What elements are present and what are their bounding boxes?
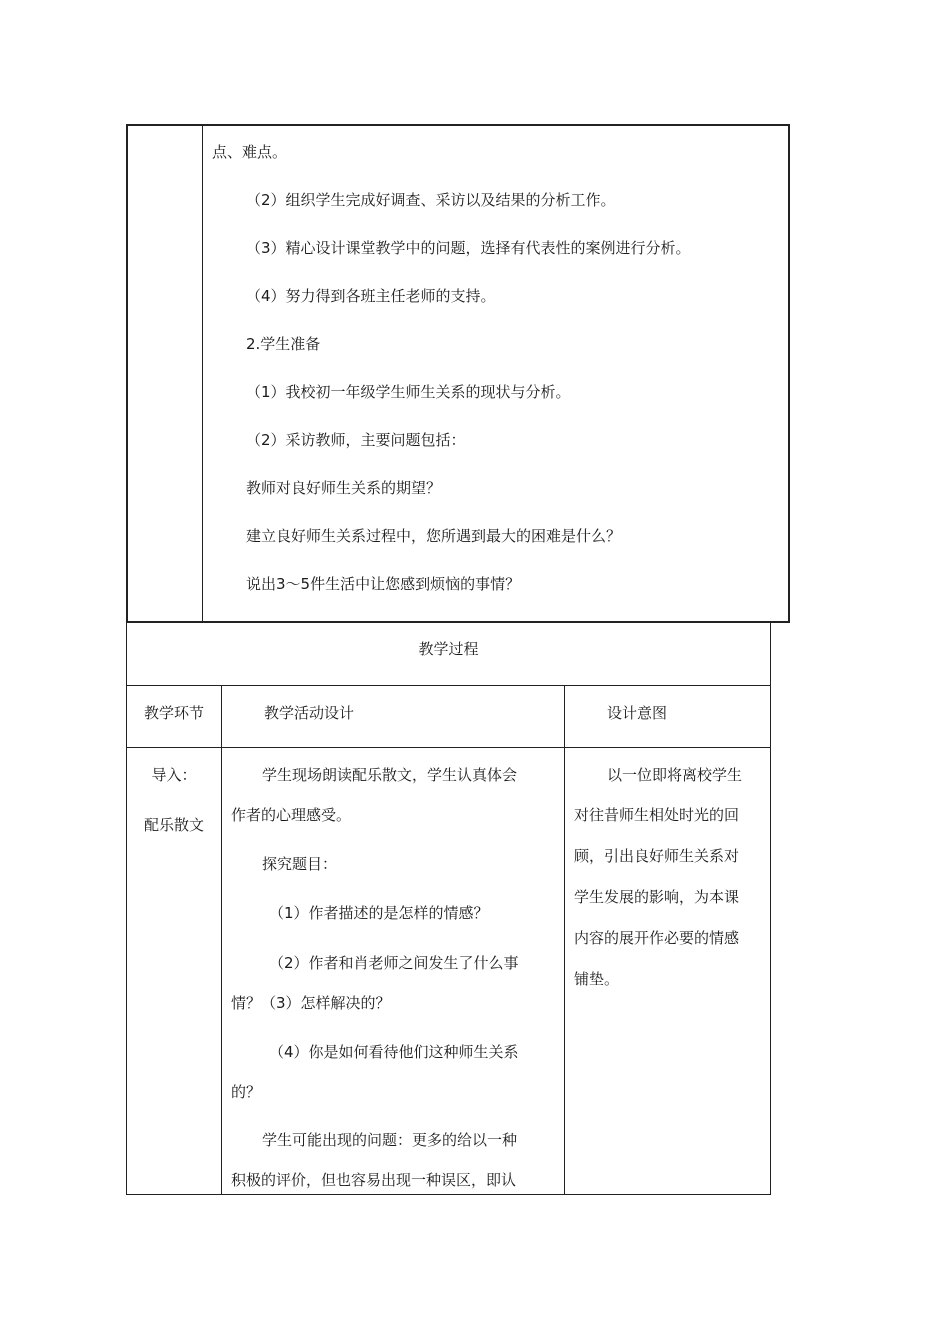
intent-line-2: 对往昔师生相处时光的回 <box>574 806 740 824</box>
intent-line-6: 铺垫。 <box>574 970 620 988</box>
activity-line-3: 探究题目： <box>262 855 338 873</box>
stage-line-1: 导入： <box>151 766 197 784</box>
preparation-table <box>126 124 790 623</box>
prep-line-6: （1）我校初一年级学生师生关系的现状与分析。 <box>246 383 571 401</box>
prep-line-10: 说出3～5件生活中让您感到烦恼的事情？ <box>246 575 521 593</box>
row-divider <box>127 685 770 686</box>
activity-line-9: 学生可能出现的问题：更多的给以一种 <box>262 1131 518 1149</box>
prep-line-2: （2）组织学生完成好调查、采访以及结果的分析工作。 <box>246 191 616 209</box>
activity-line-8: 的？ <box>231 1083 262 1101</box>
column-divider <box>221 685 222 1194</box>
header-activity: 教学活动设计 <box>264 704 355 722</box>
activity-line-6: 情？（3）怎样解决的？ <box>231 994 391 1012</box>
intent-line-1: 以一位即将离校学生 <box>607 766 743 784</box>
header-intent: 设计意图 <box>607 704 668 722</box>
prep-line-5: 2.学生准备 <box>246 335 321 353</box>
activity-line-7: （4）你是如何看待他们这种师生关系 <box>269 1043 519 1061</box>
intent-line-4: 学生发展的影响，为本课 <box>574 888 740 906</box>
prep-line-4: （4）努力得到各班主任老师的支持。 <box>246 287 496 305</box>
activity-line-10: 积极的评价，但也容易出现一种误区，即认 <box>231 1171 517 1189</box>
stage-line-2: 配乐散文 <box>143 816 204 834</box>
prep-line-1: 点、难点。 <box>212 143 288 161</box>
prep-line-8: 教师对良好师生关系的期望？ <box>246 479 442 497</box>
teaching-process-table <box>126 623 771 1195</box>
activity-line-2: 作者的心理感受。 <box>231 806 352 824</box>
activity-line-1: 学生现场朗读配乐散文，学生认真体会 <box>262 766 518 784</box>
row-divider <box>127 747 770 748</box>
prep-line-7: （2）采访教师，主要问题包括： <box>246 431 466 449</box>
intent-line-5: 内容的展开作必要的情感 <box>574 929 740 947</box>
process-title: 教学过程 <box>418 640 479 658</box>
column-divider <box>564 685 565 1194</box>
header-stage: 教学环节 <box>143 704 204 722</box>
preparation-label-cell <box>128 126 203 621</box>
activity-line-5: （2）作者和肖老师之间发生了什么事 <box>269 954 519 972</box>
prep-line-3: （3）精心设计课堂教学中的问题，选择有代表性的案例进行分析。 <box>246 239 691 257</box>
activity-line-4: （1）作者描述的是怎样的情感？ <box>269 904 489 922</box>
intent-line-3: 顾，引出良好师生关系对 <box>574 847 740 865</box>
prep-line-9: 建立良好师生关系过程中，您所遇到最大的困难是什么？ <box>246 527 622 545</box>
